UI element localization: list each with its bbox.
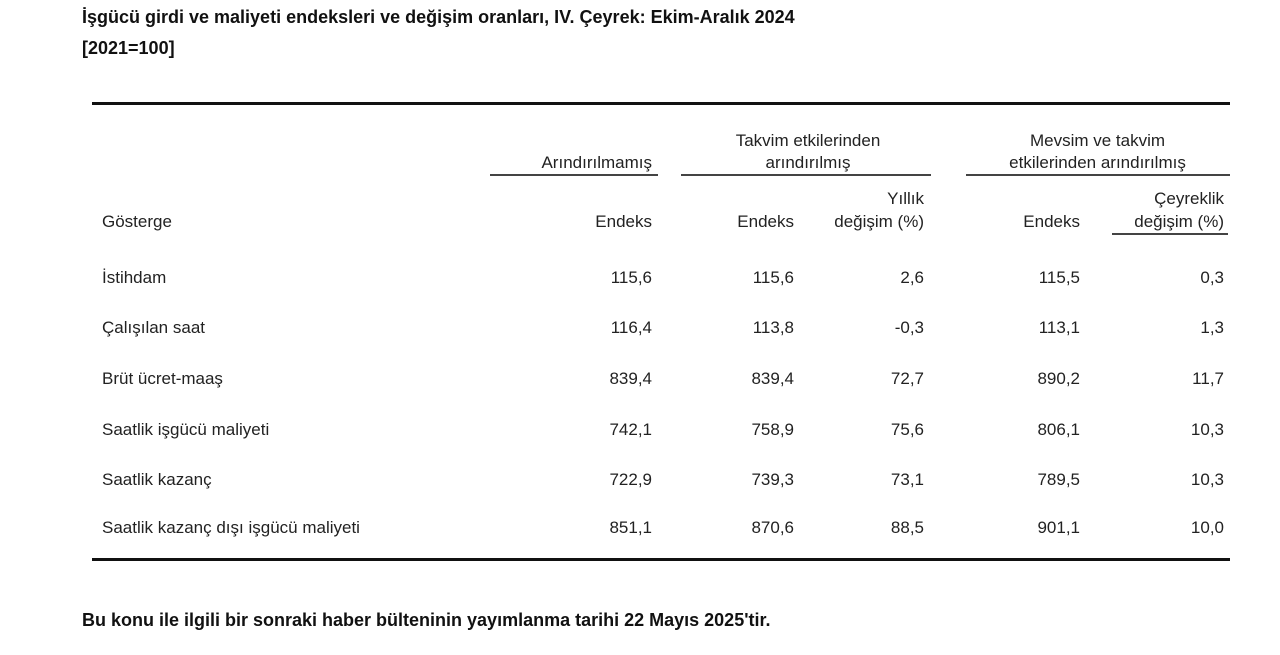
cell-index-seasonal: 890,2	[1037, 369, 1080, 388]
row-label: Saatlik kazanç	[102, 470, 212, 489]
page-title: İşgücü girdi ve maliyeti endeksleri ve değişim oranları, IV. Çeyrek: Ekim-Aralık 2024	[82, 7, 795, 27]
row-label: Saatlik kazanç dışı işgücü maliyeti	[102, 518, 360, 537]
group-header-calendar-line2: arındırılmış	[765, 153, 851, 172]
cell-annual-change: 88,5	[890, 518, 924, 537]
cell-index-unadjusted: 742,1	[609, 420, 652, 439]
col-header-quarterly-line2: değişim (%)	[1134, 212, 1224, 231]
cell-quarterly-change: 1,3	[1200, 318, 1224, 337]
cell-index-calendar: 113,8	[752, 318, 794, 337]
cell-quarterly-change: 11,7	[1192, 369, 1224, 388]
col-header-index-calendar: Endeks	[737, 212, 794, 231]
cell-index-unadjusted: 722,9	[609, 470, 652, 489]
group-header-calendar-line1: Takvim etkilerinden	[735, 131, 881, 150]
group-underline-calendar	[681, 174, 931, 176]
cell-index-calendar: 839,4	[751, 369, 794, 388]
cell-index-unadjusted: 116,4	[610, 318, 652, 337]
cell-index-seasonal: 806,1	[1037, 420, 1080, 439]
cell-index-calendar: 870,6	[751, 518, 794, 537]
cell-annual-change: 73,1	[890, 470, 924, 489]
table-bottom-rule	[92, 558, 1230, 561]
next-release-note: Bu konu ile ilgili bir sonraki haber bülteninin yayımlanma tarihi 22 Mayıs 2025'tir.	[82, 610, 771, 630]
quarterly-header-underline	[1112, 233, 1228, 235]
group-header-seasonal-line2: etkilerinden arındırılmış	[1009, 153, 1186, 172]
cell-index-seasonal: 113,1	[1038, 318, 1080, 337]
cell-index-calendar: 115,6	[752, 268, 794, 287]
cell-index-calendar: 758,9	[751, 420, 794, 439]
cell-index-unadjusted: 115,6	[610, 268, 652, 287]
cell-index-seasonal: 789,5	[1037, 470, 1080, 489]
group-underline-unadjusted	[490, 174, 658, 176]
table-top-rule	[92, 102, 1230, 105]
base-year-note: [2021=100]	[82, 38, 175, 58]
group-header-seasonal-line1: Mevsim ve takvim	[1029, 131, 1166, 150]
col-header-index-unadjusted: Endeks	[595, 212, 652, 231]
cell-index-calendar: 739,3	[751, 470, 794, 489]
cell-quarterly-change: 10,0	[1190, 518, 1224, 537]
col-header-quarterly-line1: Çeyreklik	[1154, 189, 1224, 208]
cell-index-unadjusted: 839,4	[609, 369, 652, 388]
cell-quarterly-change: 10,3	[1190, 470, 1224, 489]
row-label: Saatlik işgücü maliyeti	[102, 420, 270, 439]
col-header-annual-line1: Yıllık	[887, 189, 924, 208]
cell-quarterly-change: 0,3	[1200, 268, 1224, 287]
cell-index-seasonal: 901,1	[1037, 518, 1080, 537]
group-underline-seasonal	[966, 174, 1230, 176]
cell-index-unadjusted: 851,1	[609, 518, 652, 537]
col-header-index-seasonal: Endeks	[1023, 212, 1080, 231]
cell-annual-change: 75,6	[890, 420, 924, 439]
cell-annual-change: -0,3	[894, 318, 924, 337]
cell-index-seasonal: 115,5	[1038, 268, 1080, 287]
row-label: Brüt ücret-maaş	[102, 369, 223, 388]
cell-annual-change: 72,7	[890, 369, 924, 388]
row-label: Çalışılan saat	[102, 318, 205, 337]
row-label: İstihdam	[102, 268, 167, 287]
col-header-annual-line2: değişim (%)	[834, 212, 924, 231]
col-header-indicator: Gösterge	[102, 212, 172, 231]
group-header-unadjusted: Arındırılmamış	[541, 153, 652, 172]
cell-quarterly-change: 10,3	[1190, 420, 1224, 439]
cell-annual-change: 2,6	[900, 268, 924, 287]
